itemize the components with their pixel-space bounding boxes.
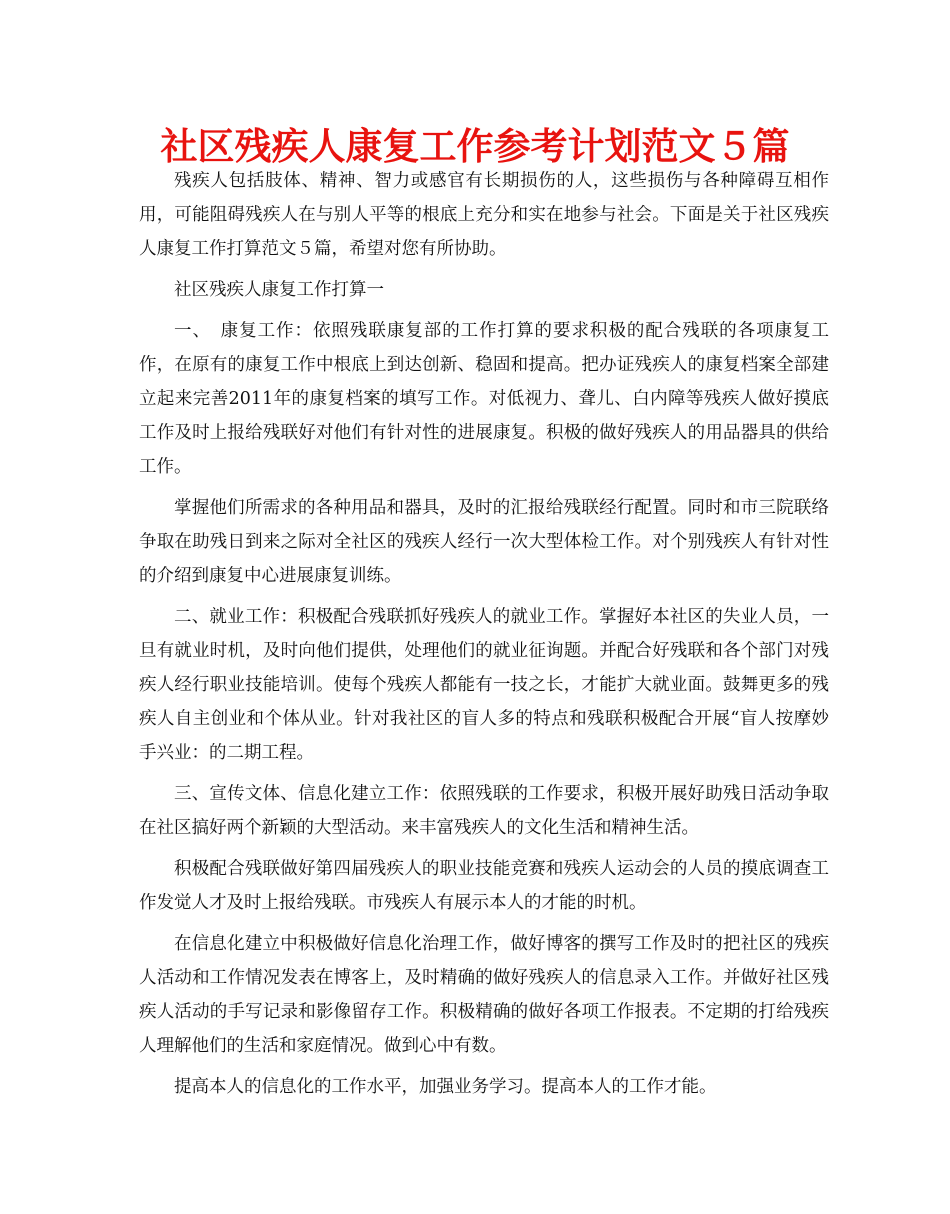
paragraph-supplies: 掌握他们所需求的各种用品和器具，及时的汇报给残联经行配置。同时和市三院联络争取在助残日到来之际对全社区的残疾人经行一次大型体检工作。对个别残疾人有针对性的介绍到康复中心进展康复训练。 [139, 498, 829, 586]
paragraph-informatization: 在信息化建立中积极做好信息化治理工作，做好博客的撰写工作及时的把社区的残疾人活动和工作情况发表在博客上，及时精确的做好残疾人的信息录入工作。并做好社区残疾人活动的手写记录和影像留存工作。积极精确的做好各项工作报表。不定期的打给残疾人理解他们的生活和家庭情况。做到心中有数。 [139, 934, 829, 1056]
document-body [139, 164, 829, 1111]
paragraph-rehabilitation: 一、 康复工作：依照残联康复部的工作打算的要求积极的配合残联的各项康复工作，在原有的康复工作中根底上到达创新、稳固和提高。把办证残疾人的康复档案全部建立起来完善2011年的康复档案的填写工作。对低视力、聋儿、白内障等残疾人做好摸底工作及时上报给残联好对他们有针对性的进展康复。积极的做好残疾人的用品器具的供给工作。 [139, 321, 829, 477]
paragraph-competition: 积极配合残联做好第四届残疾人的职业技能竞赛和残疾人运动会的人员的摸底调查工作发觉人才及时上报给残联。市残疾人有展示本人的才能的时机。 [139, 859, 829, 913]
paragraph-section-heading: 社区残疾人康复工作打算一 [174, 280, 384, 300]
paragraph-publicity: 三、宣传文体、信息化建立工作：依照残联的工作要求，积极开展好助残日活动争取在社区搞好两个新颖的大型活动。来丰富残疾人的文化生活和精神生活。 [139, 784, 829, 838]
document-title: 社区残疾人康复工作参考计划范文５篇 [160, 125, 790, 168]
paragraph-improvement: 提高本人的信息化的工作水平，加强业务学习。提高本人的工作才能。 [174, 1077, 717, 1097]
paragraph-intro: 残疾人包括肢体、精神、智力或感官有长期损伤的人，这些损伤与各种障碍互相作用，可能阻碍残疾人在与别人平等的根底上充分和实在地参与社会。下面是关于社区残疾人康复工作打算范文５篇，希望对您有所协助。 [139, 171, 829, 259]
paragraph-employment: 二、就业工作：积极配合残联抓好残疾人的就业工作。掌握好本社区的失业人员，一旦有就业时机，及时向他们提供，处理他们的就业征询题。并配合好残联和各个部门对残疾人经行职业技能培训。使每个残疾人都能有一技之长，才能扩大就业面。鼓舞更多的残疾人自主创业和个体从业。针对我社区的盲人多的特点和残联积极配合开展“盲人按摩妙手兴业：的二期工程。 [139, 607, 829, 763]
